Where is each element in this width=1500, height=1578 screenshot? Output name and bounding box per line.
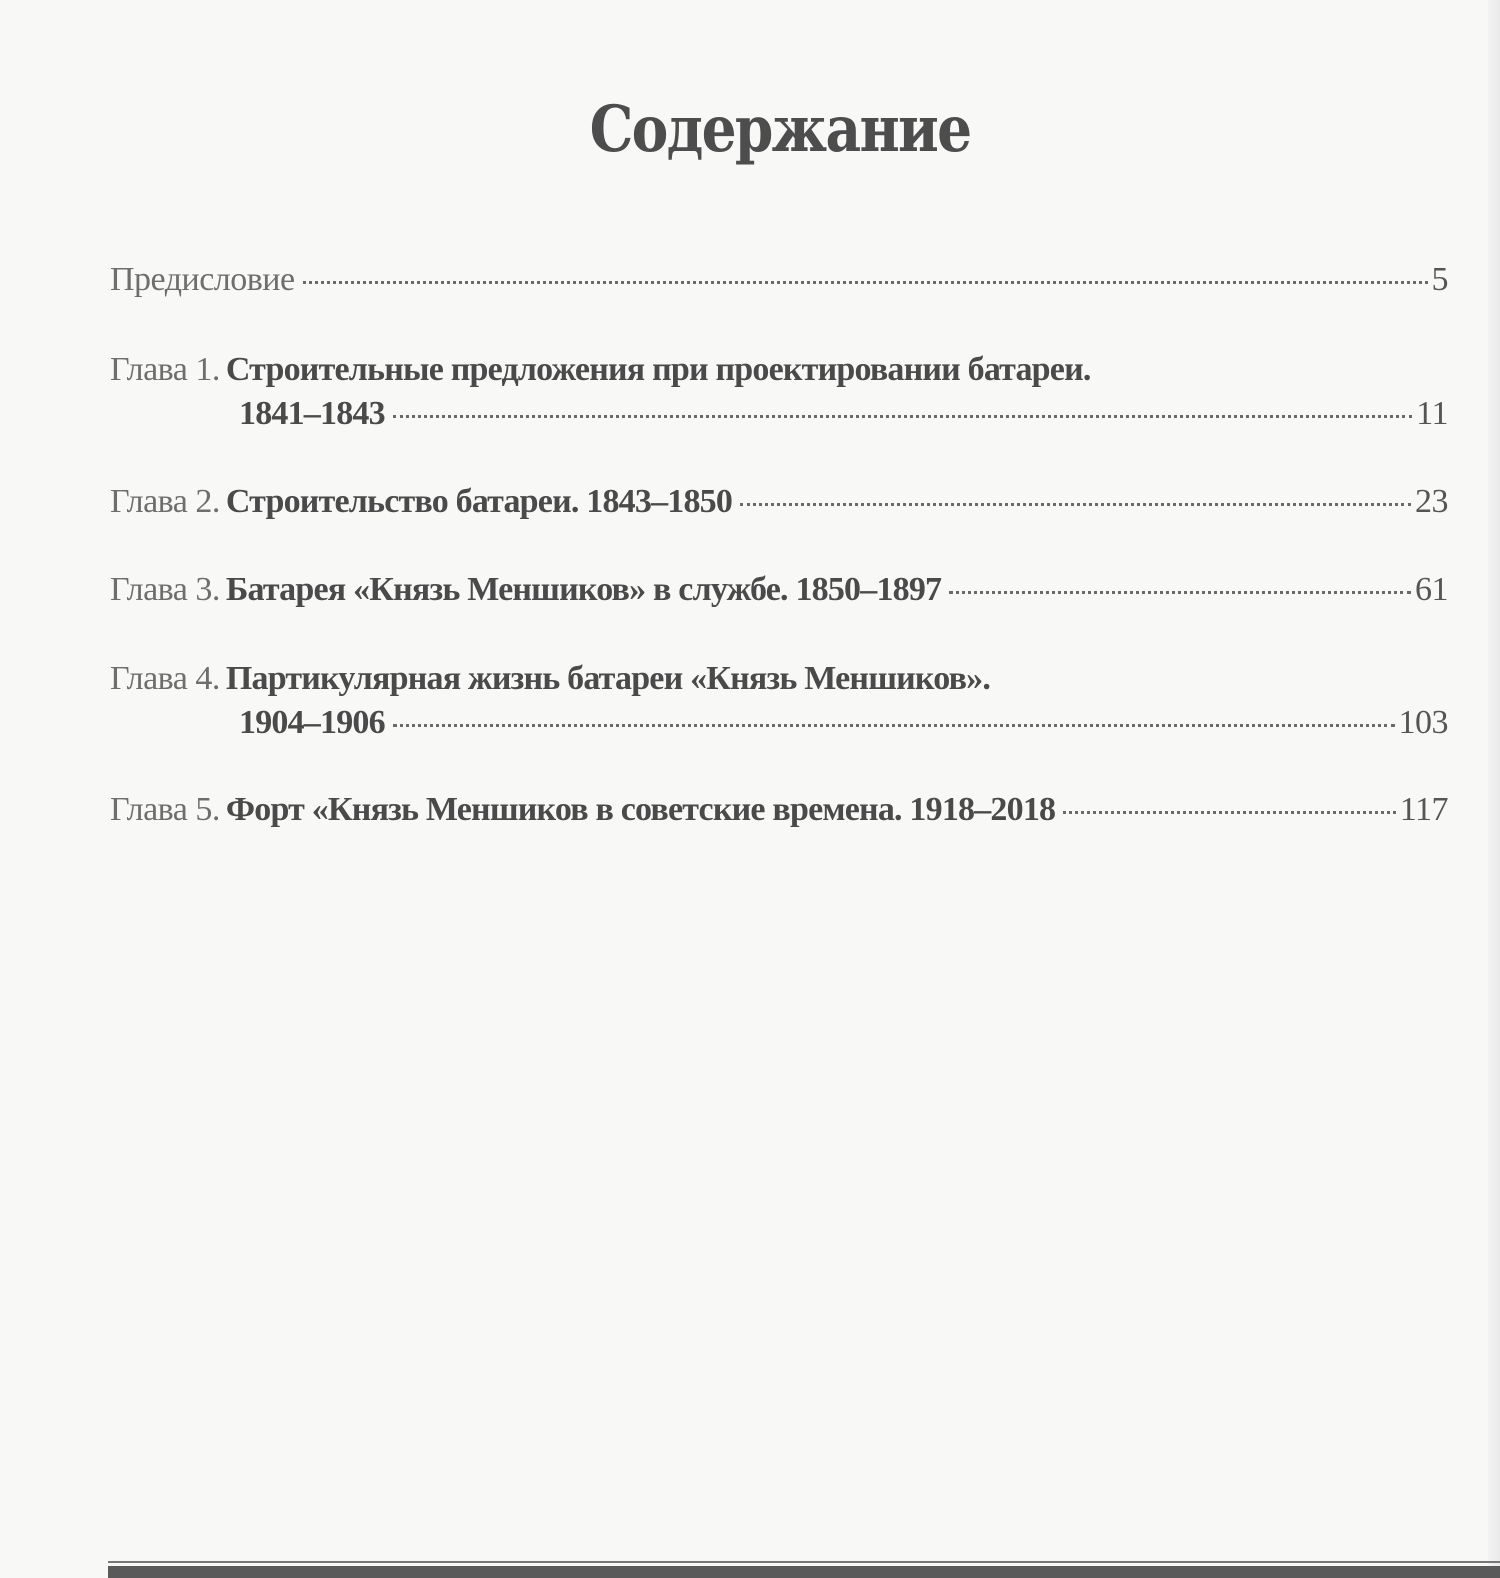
toc-page-number: 117 [1399, 791, 1448, 828]
toc-entry-title: Предисловие [110, 261, 295, 298]
toc-entry-chapter-2[interactable] [110, 480, 1448, 524]
toc-page-number: 5 [1431, 261, 1448, 298]
toc-dot-leader [393, 724, 1395, 727]
toc-entry-chapter-5[interactable] [110, 788, 1448, 832]
toc-page-number: 11 [1416, 395, 1448, 432]
toc-dot-leader [303, 281, 1428, 284]
toc-chapter-title-continued: 1841–1843 [239, 395, 385, 432]
toc-chapter-title: Строительные предложения при проектировании батареи. [225, 351, 1091, 388]
toc-chapter-label: Глава 4. [110, 660, 220, 697]
toc-entry-chapter-4-line-1[interactable] [110, 657, 1448, 701]
toc-page-number: 61 [1415, 571, 1448, 608]
toc-dot-leader [740, 503, 1411, 506]
toc-dot-leader [1063, 811, 1396, 814]
toc-entry-chapter-1-line-1[interactable] [110, 348, 1448, 392]
toc-dot-leader [393, 415, 1412, 418]
toc-chapter-title: Строительство батареи. 1843–1850 [225, 483, 733, 520]
toc-entry-chapter-1-line-2[interactable] [110, 392, 1448, 436]
toc-page-number: 103 [1398, 704, 1448, 741]
toc-chapter-title: Батарея «Князь Меншиков» в службе. 1850–1897 [225, 571, 942, 608]
toc-dot-leader [949, 591, 1411, 594]
toc-chapter-title-continued: 1904–1906 [239, 704, 385, 741]
toc-entry-preface[interactable] [110, 258, 1448, 302]
page-edge-shadow [1488, 0, 1500, 1578]
toc-page-number: 23 [1415, 483, 1448, 520]
toc-chapter-label: Глава 3. [110, 571, 220, 608]
footer-band [108, 1566, 1500, 1578]
toc-chapter-title: Партикулярная жизнь батареи «Князь Меншиков». [225, 660, 991, 697]
toc-chapter-label: Глава 5. [110, 791, 220, 828]
toc-chapter-label: Глава 1. [110, 351, 220, 388]
toc-chapter-title: Форт «Князь Меншиков в советские времена. 1918–2018 [225, 791, 1056, 828]
toc-entry-chapter-4-line-2[interactable] [110, 701, 1448, 745]
page-title: Содержание [589, 92, 971, 167]
footer-rule [108, 1561, 1500, 1563]
toc-chapter-label: Глава 2. [110, 483, 220, 520]
toc-entry-chapter-3[interactable] [110, 568, 1448, 612]
